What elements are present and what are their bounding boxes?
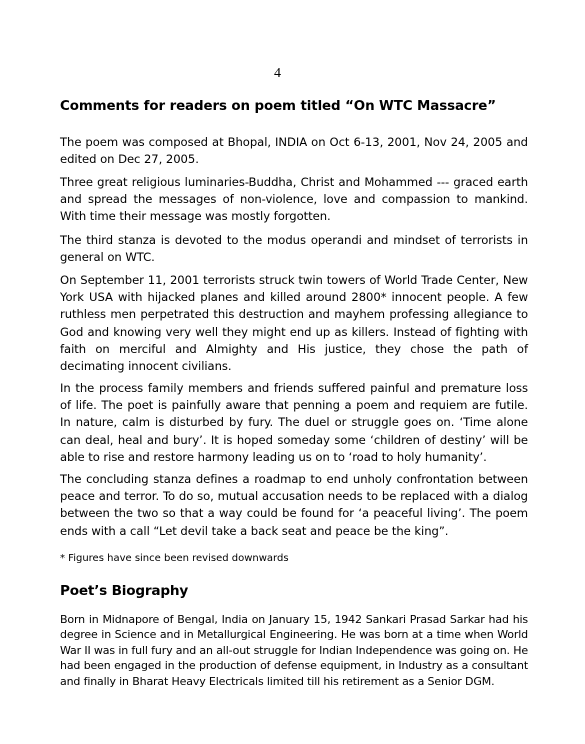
biography-heading: Poet’s Biography [60, 583, 189, 599]
footnote: * Figures have since been revised downwards [60, 553, 289, 564]
page-number: 4 [274, 66, 281, 81]
paragraph-september-11: On September 11, 2001 terrorists struck twin towers of World Trade Center, New York USA with hijacked planes and killed around 2800* innocent people. A few ruthless men perpetrated this destruction and mayhem professing allegiance to God and knowing very well they might end up as killers. Instead of fighting with faith on merciful and Almighty and His justice, they chose the path of decimating innocent civilians. [60, 273, 528, 374]
paragraph-process: In the process family members and friends suffered painful and premature loss of life. The poet is painfully aware that penning a poem and requiem are futile. In nature, calm is disturbed by fury. The duel or struggle goes on. ‘Time alone can deal, heal and bury’. It is hoped someday some ‘children of destiny’ will be able to rise and restore harmony leading us on to ‘road to holy humanity’. [60, 381, 528, 464]
section-heading: Comments for readers on poem titled “On WTC Massacre” [60, 99, 496, 114]
paragraph-concluding-stanza: The concluding stanza defines a roadmap to end unholy confrontation between peace and terror. To do so, mutual accusation needs to be replaced with a dialog between the two so that a way could be found for ‘a peaceful living’. The poem ends with a call “Let devil take a back seat and peace be the king”. [60, 472, 528, 538]
paragraph-composition: The poem was composed at Bhopal, INDIA on Oct 6-13, 2001, Nov 24, 2005 and edited on Dec 27, 2005. [60, 135, 528, 167]
paragraph-third-stanza: The third stanza is devoted to the modus operandi and mindset of terrorists in general on WTC. [60, 233, 528, 265]
paragraph-luminaries: Three great religious luminaries-Buddha, Christ and Mohammed --- graced earth and spread the messages of non-violence, love and compassion to mankind. With time their message was mostly forgotten. [60, 175, 528, 224]
biography-text: Born in Midnapore of Bengal, India on January 15, 1942 Sankari Prasad Sarkar had his degree in Science and in Metallurgical Engineering. He was born at a time when World War II was in full fury and an all-out struggle for Indian Independence was going on. He had been engaged in the production of defense equipment, in Industry as a consultant and finally in Bharat Heavy Electricals limited till his retirement as a Senior DGM. [60, 613, 528, 688]
